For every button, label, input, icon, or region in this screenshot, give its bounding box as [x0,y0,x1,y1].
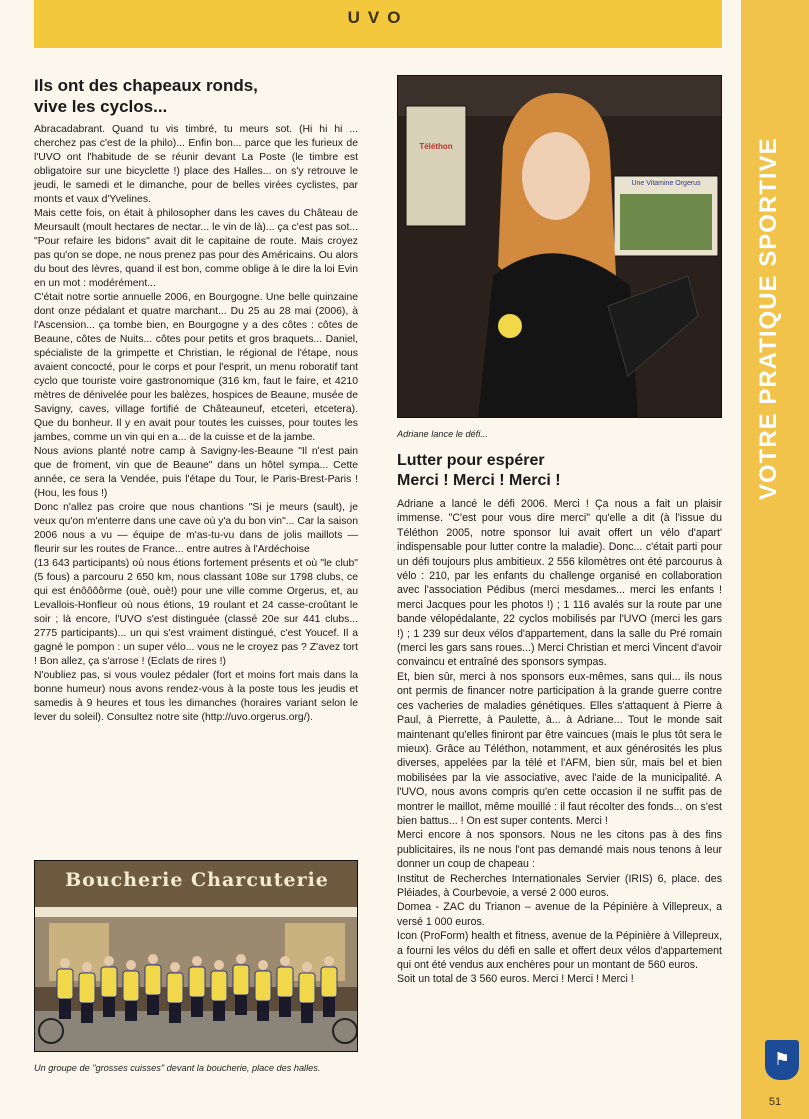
adriane-photo [397,75,722,418]
header-band [34,0,722,48]
article-cyclos-title-line1: Ils ont des chapeaux ronds, [34,76,258,95]
adriane-photo-illustration [398,76,722,418]
team-photo-caption: Un groupe de "grosses cuisses" devant la boucherie, place des halles. [34,1063,321,1073]
article-telethon [397,75,722,987]
magazine-section-title: UVO [347,8,409,27]
paragraph: Nous avions planté notre camp à Savigny-les-Beaune "Il n'est pain que de froment, vin que de Beaune" dans un hôtel sympa... Cette année, ce sera la Vendée, puis l'étape du Tour, le Paris-Brest-Paris ! (Hou, les fous !) [34,446,358,499]
paragraph: Donc n'allez pas croire que nous chantions "Si je meurs (sault), je veux qu'on m'enterre dans une cave où y'a du bon vin"... Car la saison 2006 nous a vu — équipe de m'as-tu-vu dans de jolis maillots — fleurir sur les routes de France... entre autres à l'Ardéchoise [34,502,358,555]
paragraph: Mais cette fois, on était à philosopher dans les caves du Château de Meursault (moult hectares de nectar... le vin de là)... ça c'est pas sot... "Pour refaire les bidons" avait dit le capitaine de route. Mais croyez pas qu'on se dope, ne nous prenez pas pour des Américains. Ou alors du bout des lèvres, quand il est bon, comme oblige à le dire la loi Evin en un mot : modérément... [34,208,358,289]
article-telethon-title-line1: Lutter pour espérer [397,452,545,469]
paragraph: Merci encore à nos sponsors. Nous ne les citons pas à des fins publicitaires, ils ne nous l'ont pas demandé mais nous tenons à leur donner un coup de chapeau : [397,829,722,871]
adriane-photo-caption: Adriane lance le défi... [397,429,488,439]
article-cyclos-body [34,123,358,725]
article-cyclos [34,75,358,725]
telethon-poster-label: Téléthon [419,142,453,151]
paragraph: N'oubliez pas, si vous voulez pédaler (fort et moins fort mais dans la bonne humeur) nous avons rendez-vous à la poste tous les jeudis et samedis à 9 heures et tous les dimanches (horaires variant selon le lever du soleil). Consultez notre site (http://uvo.orgerus.org/). [34,670,358,723]
paragraph: Abracadabrant. Quand tu vis timbré, tu meurs sot. (Hi hi hi ... cherchez pas c'est de la philo)... Enfin bon... parce que les furieux de l'UVO ont l'habitude de se réunir devant La Poste (le timbre est obligatoire sur une bicyclette !) place des Halles... on s'y retrouve le jeudi, le samedi et le dimanche, pour de belles virées cyclistes, par monts et vaux d'Yvelines. [34,124,358,205]
paragraph: Institut de Recherches Internationales Servier (IRIS) 6, place. des Pléiades, à Courbevoie, a versé 2 000 euros. [397,872,722,899]
article-telethon-title [397,451,722,491]
paragraph: (13 643 participants) où nous étions fortement présents et où "le club" (5 fous) a parcouru 2 650 km, nous classant 108e sur 1798 clubs, ce qui est énôôôôrme (ouè, ouè!) pour une ville comme Orgerus, et, au Levallois-Honfleur où nous étions, 19 roulant et 24 casse-croûtant le soir ; là encore, l'UVO s'est distinguée (classé 20e sur 441 clubs... 2775 participants)... un qui s'est vraiment distingué, c'est Youcef. Il a gagné le pompon : un super vélo... vous ne le croyez pas ? Z'avez tort ! Bon allez, ça s'arrose ! (Eclats de rires !) [34,558,358,667]
paragraph: Domea - ZAC du Trianon – avenue de la Pépinière à Villepreux, a versé 1 000 euros. [397,901,722,928]
page-number: 51 [768,1096,782,1108]
paragraph: Soit un total de 3 560 euros. Merci ! Merci ! Merci ! [397,973,634,986]
paragraph: C'était notre sortie annuelle 2006, en Bourgogne. Une belle quinzaine dont onze pédalant et quatre marchant... Du 25 au 28 mai (2006), à l'Ascension... ça tombe bien, en Bourgogne y a des côtes : côtes de Beaune, côtes de Nuits... côtes pour petits et gros braquets... Daniel, spécialiste de la grimpette et Christian, le régional de l'étape, nous avaient concocté, pour le corps et pour l'esprit, un menu roboratif tant cyclo que touriste voire gastronomique (316 km, faut le faire, et 4210 mètres de dénivelée pour les balèzes, hospices de Beaune, musée de Savigny, caves, village fortifié de Châteauneuf, etceteri, etcetera). Que du bonheur. Il y en avait pour toutes les cuisses, pour toutes les jambes, comme un vin qui en a... de la cuisse et de la jambe. [34,292,358,443]
article-telethon-title-line2: Merci ! Merci ! Merci ! [397,472,561,489]
vertical-section-title: VOTRE PRATIQUE SPORTIVE [755,137,782,500]
sidebar-band [741,0,809,1119]
paragraph: Et, bien sûr, merci à nos sponsors eux-mêmes, sans qui... ils nous ont permis de financer notre participation à la grande guerre contre ces vacheries de maladies génétiques. Elles s'attaquent à Pierre à Paul, à Pierrette, à Paulette, à... à Adriane... Tout le monde sait maintenant qu'elles finiront par être vaincues (mais le plus tôt sera le mieux). Grâce au Téléthon, notamment, et aux générosités les plus diverses, appelées par la télé et l'AFM, bien sûr, mais bel et bien mobilisées par la vie associative, avec l'aide de la municipalité. A l'UVO, nous avons compris qu'en cette occasion il ne suffit pas de montrer le maillot, même mouillé : il faut récolter des fonds... on s'est bien battus... ! On est super contents. Merci ! [397,670,722,827]
paragraph: Icon (ProForm) health et fitness, avenue de la Pépinière à Villepreux, a fourni les vélos du défi en salle et offert deux vélos d'appartement qui ont été vendus aux enchères pour un montant de 560 euros. [397,930,722,971]
article-telethon-body [397,497,722,987]
team-photo [34,860,358,1052]
paragraph: Adriane a lancé le défi 2006. Merci ! Ça nous a fait un plaisir immense. "C'est pour vous dire merci" qu'elle a dit (à l'issue du Téléthon 2005, notre sponsor lui avait offert un vélo d'apart' indispensable pour lutter contre la maladie). Donc... c'était parti pour un défi toujours plus ambitieux. 2 556 kilomètres ont été parcourus à vélo : 210, par les enfants du challenge organisé en collaboration avec l'association Pédibus (merci mesdames... merci les enfants ! merci Jacques pour les photos !) ; 1 116 avalés sur la route par une bande vélopédalante, 22 cyclos mobilisés par l'UVO (merci les gars !) ; 1 239 sur deux vélos d'appartement, dans la salle du Pré romain (merci les gars sans roues...) Merci Christian et merci Vincent d'avoir convaincu et entraîné des sponsors sympas. [397,498,722,669]
shop-sign: Boucherie Charcuterie [65,869,329,891]
article-cyclos-title-line2: vive les cyclos... [34,97,168,116]
uvo-poster-label: Une Vitamine Orgerus [631,180,701,187]
rooster-logo-icon: ⚑ [765,1040,799,1080]
article-cyclos-title [34,75,358,117]
